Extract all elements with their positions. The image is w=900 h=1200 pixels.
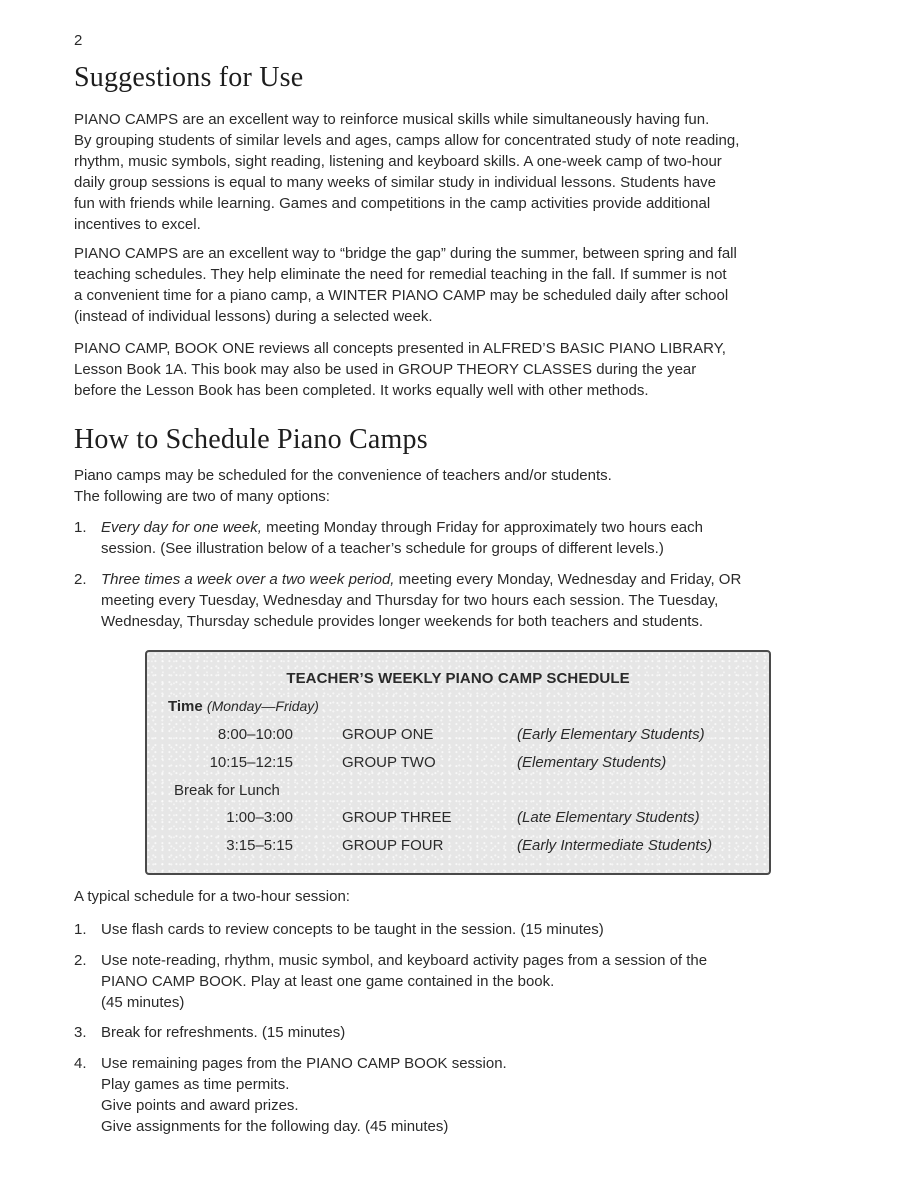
option-text: meeting Monday through Friday for approximately two hours each	[261, 519, 703, 536]
step-text: PIANO CAMP BOOK. Play at least one game contained in the book.	[101, 973, 555, 990]
step-text: Use note-reading, rhythm, music symbol, and keyboard activity pages from a session of the	[101, 952, 708, 969]
option-text: meeting every Monday, Wednesday and Friday, OR	[394, 571, 742, 588]
schedule-title: TEACHER’S WEEKLY PIANO CAMP SCHEDULE	[286, 670, 630, 687]
schedule-level: (Late Elementary Students)	[517, 809, 700, 826]
paragraph	[74, 243, 834, 327]
paragraph	[74, 338, 834, 401]
paragraph-line: incentives to excel.	[74, 216, 201, 233]
schedule-box	[145, 650, 771, 875]
list-number: 4.	[74, 1055, 87, 1072]
schedule-time: 10:15–12:15	[209, 754, 293, 771]
time-range: (Monday—Friday)	[206, 698, 319, 714]
step-text: Play games as time permits.	[101, 1076, 290, 1093]
paragraph-line: daily group sessions is equal to many weeks of similar study in individual lessons. Students have	[74, 174, 716, 191]
paragraph-line: (instead of individual lessons) during a selected week.	[74, 308, 433, 325]
paragraph-line: By grouping students of similar levels and ages, camps allow for concentrated study of note reading,	[74, 132, 740, 149]
schedule-lunch: Break for Lunch	[174, 782, 280, 799]
list-number: 1.	[74, 519, 87, 536]
schedule-time: 3:15–5:15	[226, 837, 293, 854]
schedule-time: 8:00–10:00	[217, 726, 293, 743]
option-text: Wednesday, Thursday schedule provides longer weekends for both teachers and students.	[101, 613, 704, 630]
option-text: session. (See illustration below of a teacher’s schedule for groups of different levels.)	[101, 540, 664, 557]
list-number: 1.	[74, 921, 87, 938]
list-number: 2.	[74, 571, 87, 588]
paragraph-line: PIANO CAMP, BOOK ONE reviews all concepts presented in ALFRED’S BASIC PIANO LIBRARY,	[74, 340, 726, 357]
section-heading-suggestions: Suggestions for Use	[74, 62, 304, 93]
schedule-time-header	[168, 698, 319, 715]
option-text: meeting every Tuesday, Wednesday and Thursday for two hours each session. The Tuesday,	[101, 592, 719, 609]
schedule-time: 1:00–3:00	[226, 809, 293, 826]
step-text: Break for refreshments. (15 minutes)	[101, 1024, 346, 1041]
paragraph	[74, 109, 834, 235]
schedule-level: (Elementary Students)	[517, 754, 667, 771]
option-italic: Every day for one week,	[101, 519, 262, 536]
paragraph-line: fun with friends while learning. Games and competitions in the camp activities provide additional	[74, 195, 711, 212]
schedule-group: GROUP TWO	[342, 754, 436, 771]
list-number: 2.	[74, 952, 87, 969]
schedule-level: (Early Intermediate Students)	[517, 837, 713, 854]
step-text: Use flash cards to review concepts to be taught in the session. (15 minutes)	[101, 921, 604, 938]
paragraph-line: a convenient time for a piano camp, a WINTER PIANO CAMP may be scheduled daily after school	[74, 287, 729, 304]
step-text: Give assignments for the following day. (45 minutes)	[101, 1118, 449, 1135]
page-number: 2	[74, 32, 83, 49]
time-label: Time	[168, 698, 203, 715]
paragraph-line: PIANO CAMPS are an excellent way to “bridge the gap” during the summer, between spring and fall	[74, 245, 737, 262]
schedule-intro	[74, 465, 834, 507]
paragraph-line: Lesson Book 1A. This book may also be used in GROUP THEORY CLASSES during the year	[74, 361, 697, 378]
paragraph-line: The following are two of many options:	[74, 488, 330, 505]
schedule-group: GROUP ONE	[342, 726, 434, 743]
schedule-group: GROUP THREE	[342, 809, 452, 826]
step-text: (45 minutes)	[101, 994, 185, 1011]
step-text: Use remaining pages from the PIANO CAMP BOOK session.	[101, 1055, 507, 1072]
paragraph-line: Piano camps may be scheduled for the convenience of teachers and/or students.	[74, 467, 612, 484]
paragraph-line: teaching schedules. They help eliminate the need for remedial teaching in the fall. If summer is not	[74, 266, 727, 283]
step-text: Give points and award prizes.	[101, 1097, 299, 1114]
option-italic: Three times a week over a two week period,	[101, 571, 395, 588]
paragraph-line: PIANO CAMPS are an excellent way to reinforce musical skills while simultaneously having fun.	[74, 111, 710, 128]
schedule-group: GROUP FOUR	[342, 837, 444, 854]
session-intro: A typical schedule for a two-hour session:	[74, 888, 350, 905]
section-heading-schedule: How to Schedule Piano Camps	[74, 424, 428, 455]
schedule-level: (Early Elementary Students)	[517, 726, 705, 743]
list-number: 3.	[74, 1024, 87, 1041]
paragraph-line: before the Lesson Book has been completed. It works equally well with other methods.	[74, 382, 649, 399]
paragraph-line: rhythm, music symbols, sight reading, listening and keyboard skills. A one-week camp of two-hour	[74, 153, 722, 170]
